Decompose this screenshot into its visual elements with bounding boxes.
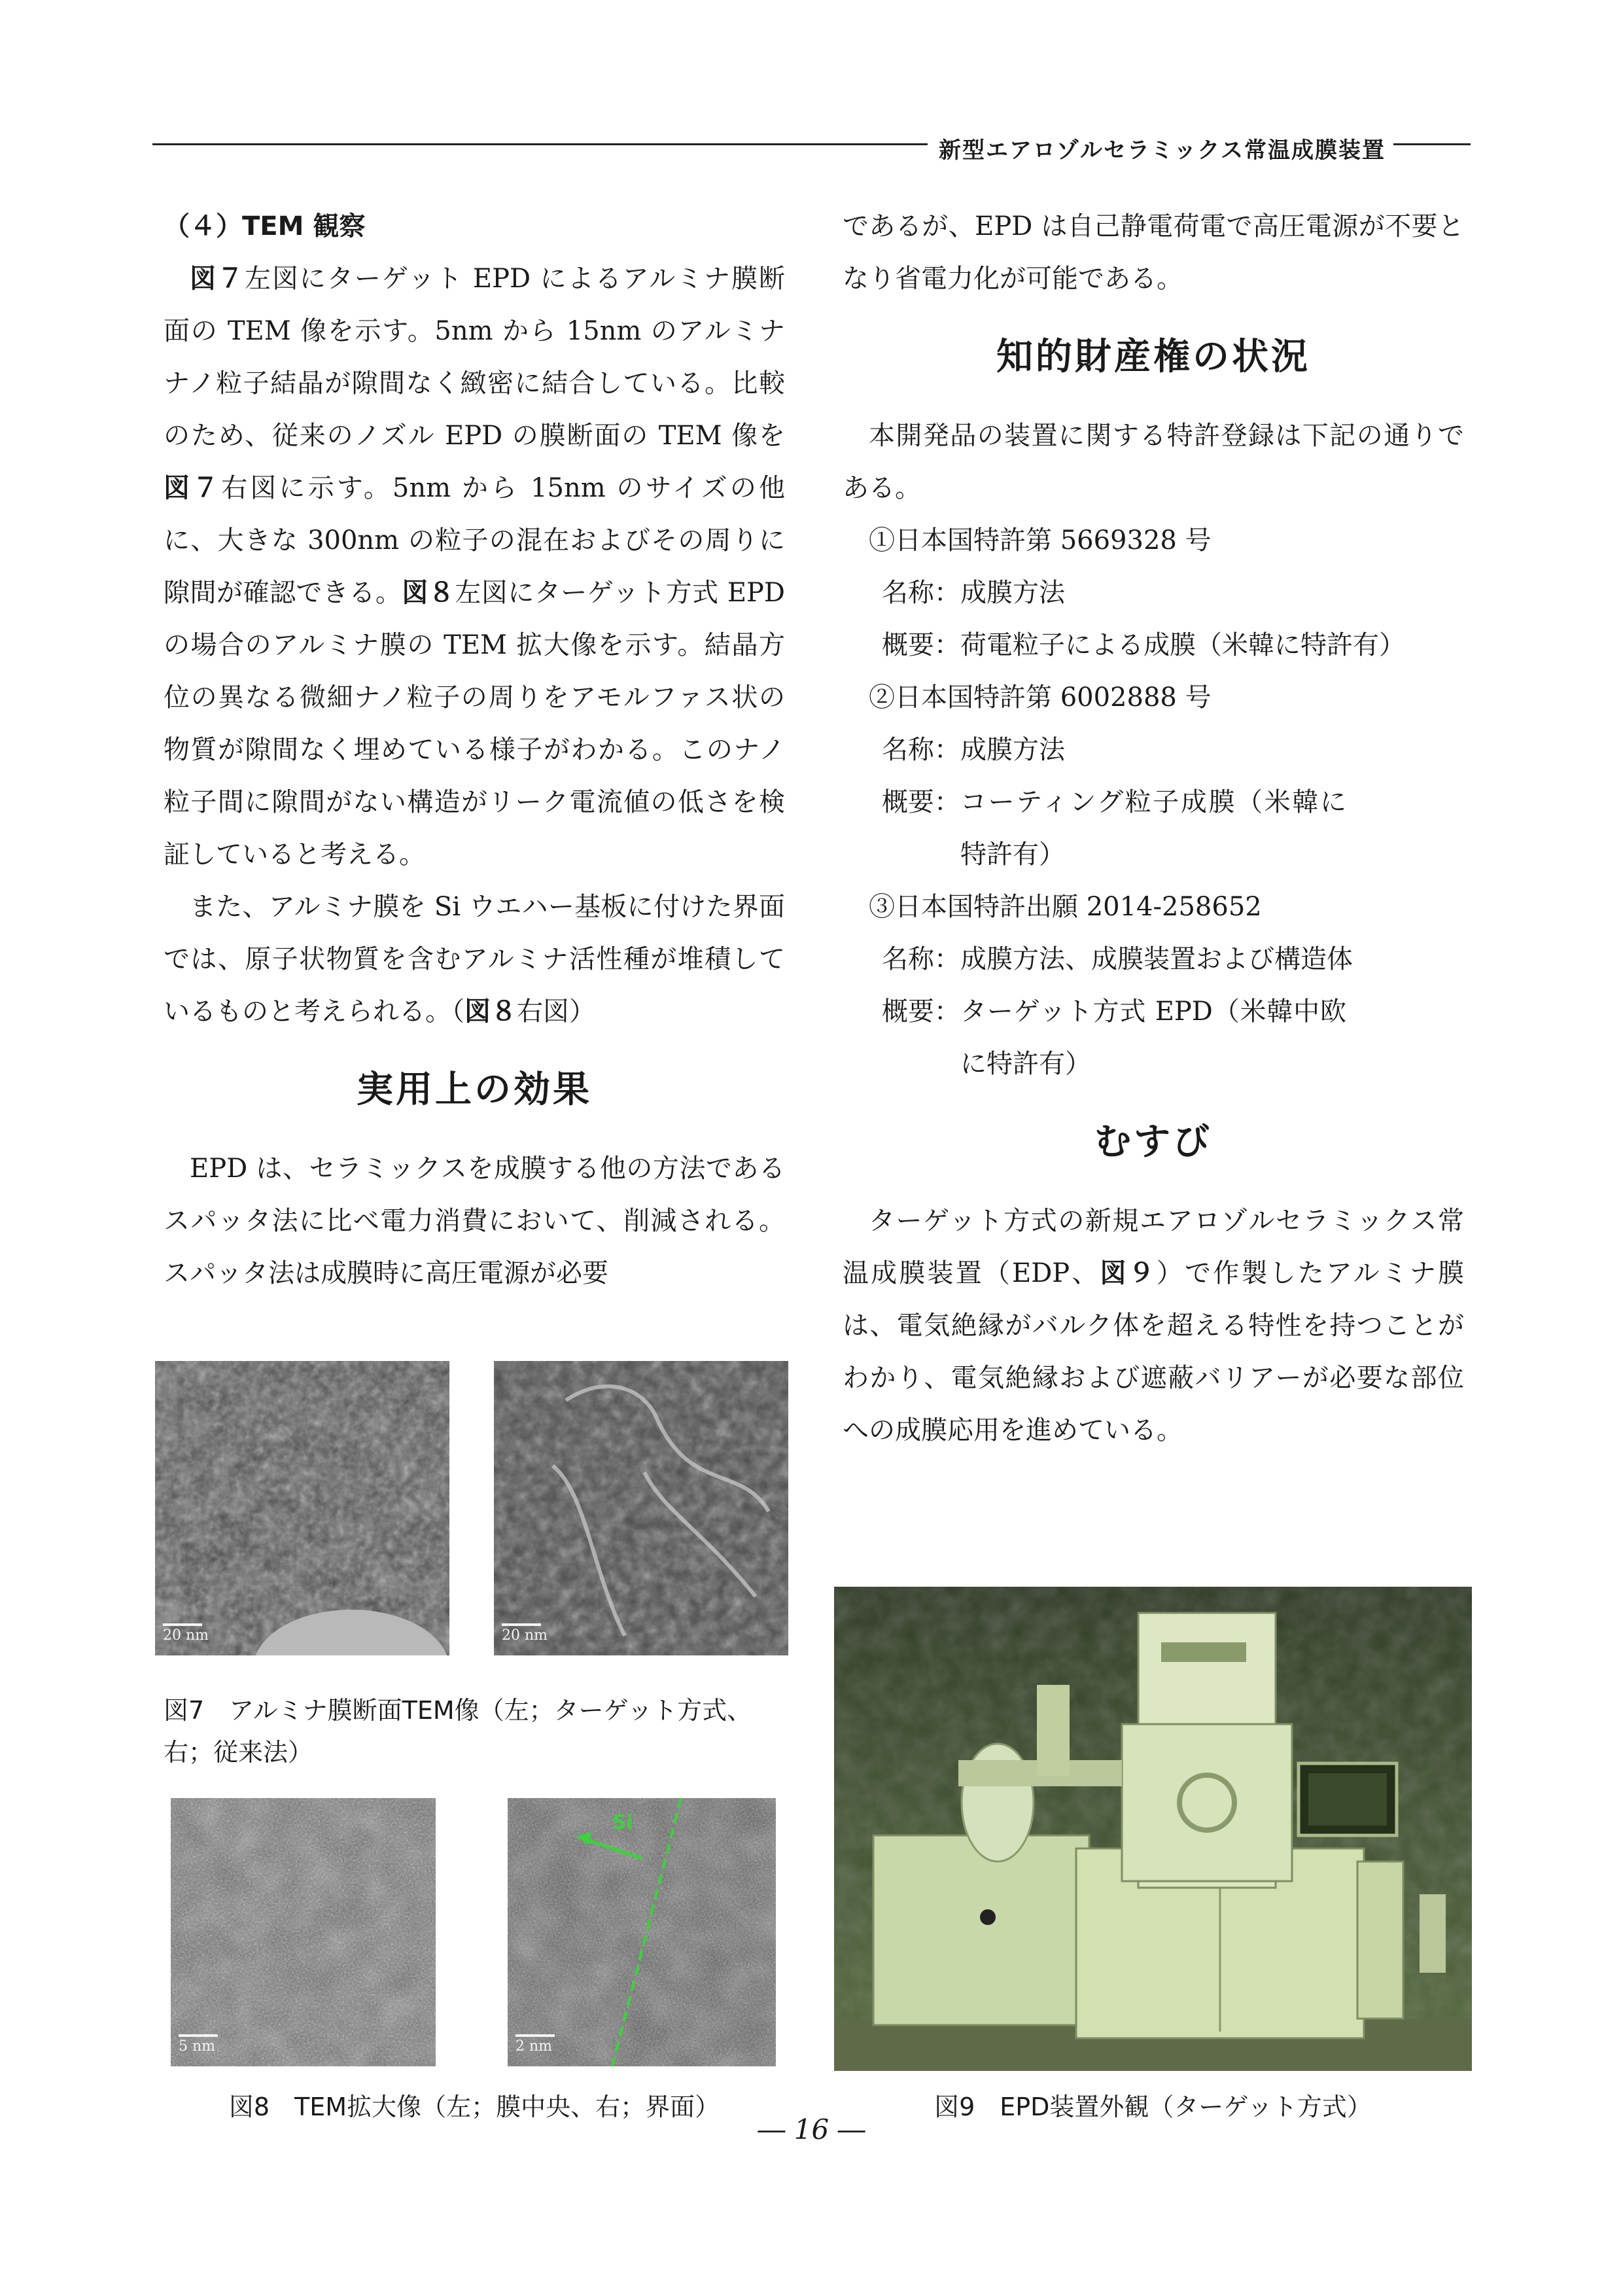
scale-bar: 20 nm (163, 1623, 209, 1644)
right-column (843, 200, 1464, 1457)
running-header-title: 新型エアロゾルセラミックス常温成膜装置 (939, 137, 1386, 164)
scale-bar: 2 nm (515, 2034, 555, 2055)
fig7-tem-image-left (155, 1361, 449, 1655)
patent-name: 成膜方法 (960, 578, 1065, 608)
page-number: ― 16 ― (758, 2113, 865, 2146)
patent-summary: 荷電粒子による成膜（米韓に特許有） (960, 630, 1405, 660)
patent-name: 成膜方法 (960, 735, 1065, 765)
effect-heading: 実用上の効果 (357, 1069, 592, 1111)
fig-ref: 図７ (190, 264, 245, 294)
header-rule-right (1393, 143, 1471, 145)
left-column (164, 200, 785, 1299)
header-rule-left (152, 143, 928, 145)
effect-continued-paragraph: であるが、EPD は自己静電荷電で高圧電源が不要となり省電力化が可能である。 (843, 211, 1464, 294)
patent-number: ①日本国特許第 5669328 号 (869, 525, 1212, 556)
fig7-caption: 図7 アルミナ膜断面TEM像（左；ターゲット方式、右；従来法） (164, 1696, 752, 1767)
fig9-caption: 図9 EPD装置外観（ターゲット方式） (934, 2093, 1372, 2121)
fig-ref: 図７ (164, 473, 222, 503)
ip-intro-paragraph: 本開発品の装置に関する特許登録は下記の通りである。 (843, 421, 1464, 503)
tem-paragraph: 図７左図にターゲット EPD によるアルミナ膜断面の TEM 像を示す。5nm から 15nm のアルミナナノ粒子結晶が隙間なく緻密に結合している。比較のため、従来のノズル EPD の膜断面の TEM 像を図７右図に示す。5nm から 15nm のサイズの他に、大きな 300nm の粒子の混在およびその周りに隙間が確認できる。図８左図にターゲット方式 EPD の場合のアルミナ膜の TEM 拡大像を示す。結晶方位の異なる微細ナノ粒子の周りをアモルファス状の物質が隙間なく埋めている様子がわかる。このナノ粒子間に隙間がない構造がリーク電流値の低さを検証していると考える。 (164, 264, 786, 870)
scale-bar: 5 nm (179, 2034, 218, 2055)
scale-bar: 20 nm (502, 1623, 548, 1644)
fig7-tem-image-right (494, 1361, 788, 1655)
patent-number: ②日本国特許第 6002888 号 (869, 682, 1212, 713)
patent-summary: コーティング粒子成膜（米韓に特許有） (960, 787, 1346, 870)
si-label: Si (612, 1811, 633, 1834)
fig-ref: 図８ (402, 578, 455, 608)
patent-list (843, 514, 1464, 1090)
fig8-tem-image-left (171, 1798, 436, 2066)
conclusion-heading: むすび (1094, 1121, 1212, 1163)
tem-heading: （４）TEM 観察 (164, 211, 366, 241)
ip-heading: 知的財産権の状況 (996, 336, 1310, 378)
fig8-tem-image-right (508, 1798, 776, 2066)
patent-item: ③日本国特許出願 2014-258652 名称 ： 成膜方法、成膜装置および構造体 概要 ： ターゲット方式 EPD（米韓中欧に特許有） (843, 881, 1464, 1090)
effect-paragraph: EPD は、セラミックスを成膜する他の方法であるスパッタ法に比べ電力消費において、削減される。スパッタ法は成膜時に高圧電源が必要 (164, 1154, 785, 1288)
patent-item: ①日本国特許第 5669328 号 名称 ： 成膜方法 概要 ： 荷電粒子による成膜（米韓に特許有） (843, 514, 1464, 671)
patent-name: 成膜方法、成膜装置および構造体 (960, 944, 1353, 974)
fig-ref: 図８ (464, 997, 517, 1027)
interface-paragraph: また、アルミナ膜を Si ウエハー基板に付けた界面では、原子状物質を含むアルミナ活性種が堆積しているものと考えられる。（図８右図） (164, 892, 785, 1027)
patent-summary: ターゲット方式 EPD（米韓中欧に特許有） (960, 997, 1346, 1079)
patent-item: ②日本国特許第 6002888 号 名称 ： 成膜方法 概要 ： コーティング粒子成膜（米韓に特許有） (843, 671, 1464, 881)
patent-number: ③日本国特許出願 2014-258652 (869, 892, 1262, 922)
fig9-equipment-photo (834, 1587, 1472, 2071)
fig-ref: 図９ (1100, 1258, 1157, 1288)
conclusion-paragraph: ターゲット方式の新規エアロゾルセラミックス常温成膜装置（EDP、図９）で作製したアルミナ膜は、電気絶縁がバルク体を超える特性を持つことがわかり、電気絶縁および遮蔽バリアーが必要な部位への成膜応用を進めている。 (843, 1206, 1464, 1445)
fig8-caption: 図8 TEM拡大像（左；膜中央、右；界面） (228, 2093, 720, 2121)
